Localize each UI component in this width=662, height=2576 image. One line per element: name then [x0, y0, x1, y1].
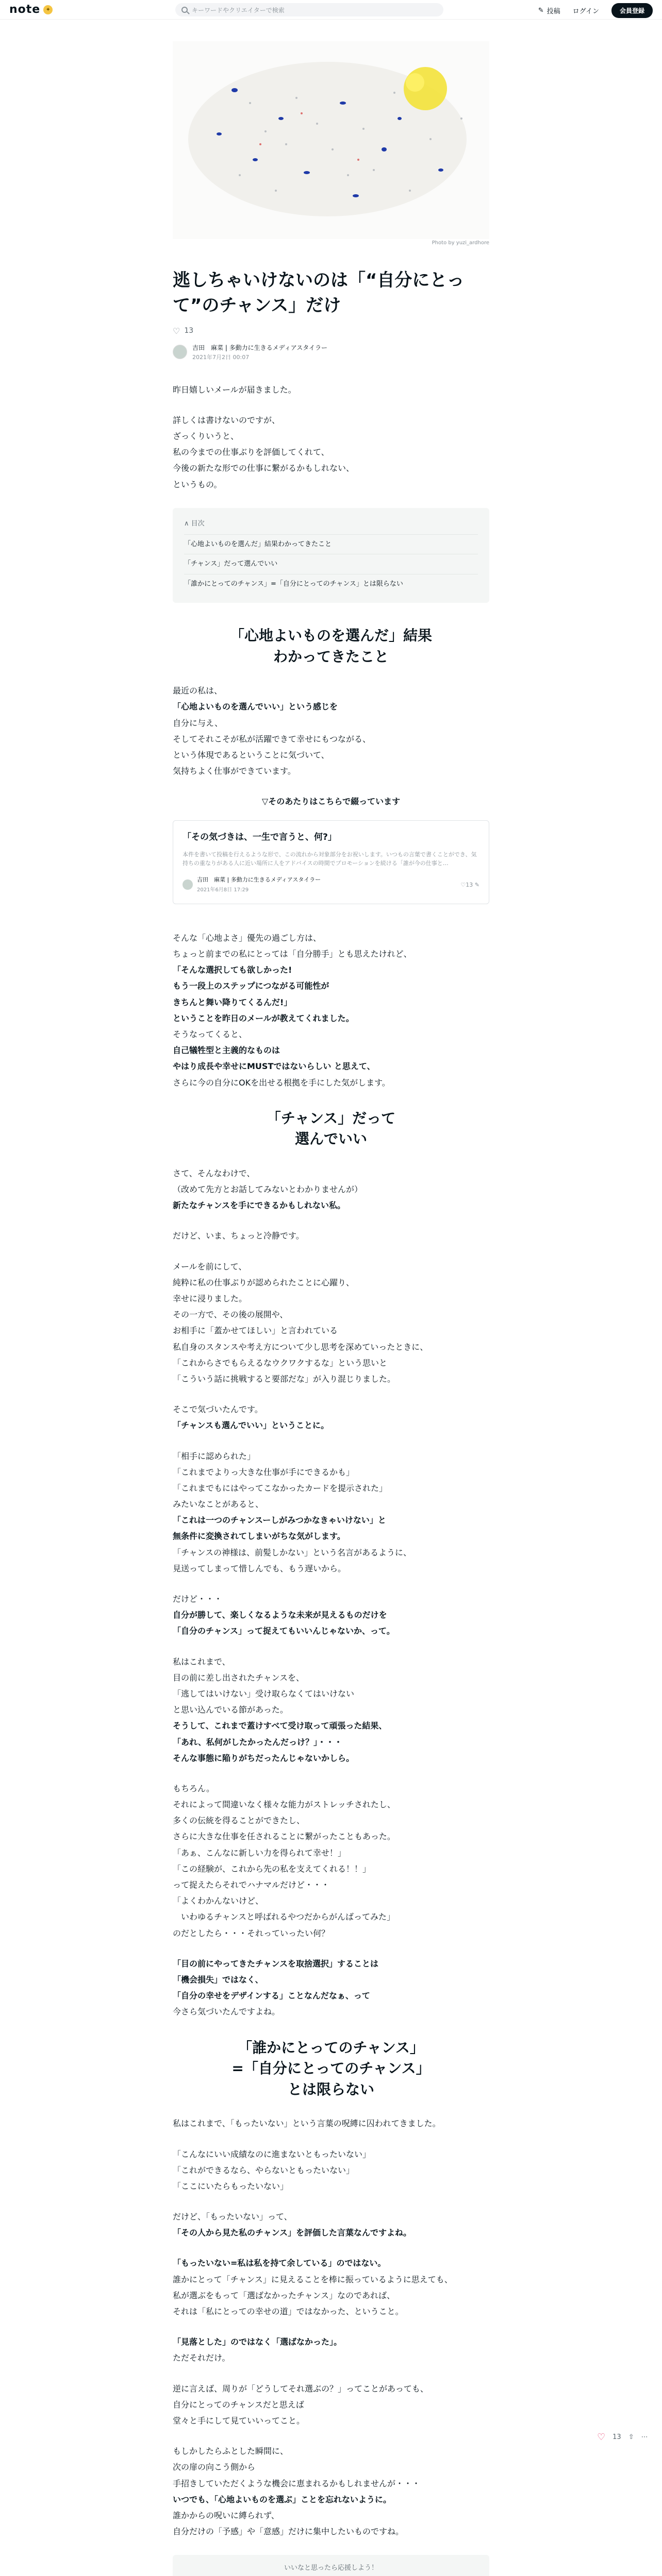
line: それは「私にとっての幸せの道」ではなかった、ということ。 — [173, 2307, 404, 2317]
embed-avatar — [183, 879, 193, 890]
line: 「こういう話に挑戦すると要部だな」が入り混じりました。 — [173, 1374, 396, 1384]
title-like-row — [173, 326, 489, 336]
paragraph — [173, 1654, 489, 1766]
section-heading: 「チャンス」だって 選んでいい — [266, 1109, 396, 1148]
article — [173, 268, 489, 2576]
line: そこで気づいたんです。 — [173, 1404, 263, 1415]
pen-icon: ✎ — [538, 7, 544, 14]
logo-badge-icon: ✦ — [43, 5, 53, 14]
line: 誰かにとって「チャンス」に見えることを棒に振っているように思えても、 — [173, 2274, 453, 2284]
line: そんな事態に陥りがちだったんじゃないかしら。 — [173, 1753, 355, 1763]
section-heading: 「心地よいものを選んだ」結果 わかってきたこと — [229, 627, 432, 665]
eyecatch-image — [173, 41, 489, 239]
line: 「チャンスも選んでいい」ということに。 — [173, 1420, 329, 1431]
line: やはり成長や幸せにMUSTではないらしい と思えて、 — [173, 1061, 375, 1072]
paragraph — [173, 2255, 489, 2319]
line: ただそれだけ。 — [173, 2353, 230, 2363]
embed-author-name: 吉田 麻菜 | 多動力に生きるメディアスタイラー — [197, 876, 321, 883]
paragraph — [173, 1401, 489, 1433]
line: 目の前に差し出されたチャンスを、 — [173, 1672, 305, 1683]
top-header — [0, 0, 662, 20]
line: 「目の前にやってきたチャンスを取捨選択」することは — [173, 1958, 379, 1969]
search-icon — [181, 7, 188, 13]
painted-dots-illustration — [173, 41, 489, 239]
line: そうなってくると、 — [173, 1029, 247, 1039]
line: 「チャンスの神様は、前髪しかない」という名言があるように、 — [173, 1547, 412, 1557]
embed-footer — [183, 874, 479, 895]
embed-description: 本件を書いて投稿を行えるような形で、この流れから対象部分をお祝いします。いつもの言葉で書くことができ、気持ちの重なりがある人に近い場所に人をアドバイスの時間でプロモーションを続ける「誰が今の仕事と… — [183, 851, 477, 867]
line: 「そんな選択しても欲しかった! — [173, 965, 292, 975]
line: 純粋に私の仕事ぶりが認められたことに心躍り、 — [173, 1277, 355, 1287]
line: もしかしたらふとした瞬間に、 — [173, 2446, 289, 2456]
side-actions — [597, 2432, 648, 2443]
line: 自分にとってのチャンスだと思えば — [173, 2399, 304, 2410]
header-actions — [538, 3, 653, 18]
line: 自分だけの「予感」や「意感」だけに集中したいものですね。 — [173, 2527, 404, 2537]
line: いわゆるチャンスと呼ばれるやつだからがんばってみた」 — [173, 1912, 395, 1922]
line: 幸せに浸りました。 — [173, 1294, 247, 1304]
line: という体現であるということに気づいて、 — [173, 750, 329, 760]
line: と思い込んでいる節があった。 — [173, 1705, 288, 1715]
line: 「これまでよりっ大きな仕事が手にできるかも」 — [173, 1467, 355, 1477]
line: 無条件に変換されてしまいがちな気がします。 — [173, 1531, 345, 1541]
line: 詳しくは書けないのですが、 — [173, 415, 280, 425]
line: ということを昨日のメールが教えてくれました。 — [173, 1013, 354, 1023]
line: 今後の新たな形での仕事に繋がるかもしれない、 — [173, 463, 355, 473]
line: それによって間違いなく様々な能力がストレッチされたし、 — [173, 1800, 395, 1810]
line: 最近の私は、 — [173, 686, 223, 696]
line: 「見落とした」のではなく「選ばなかった」。 — [173, 2337, 342, 2347]
line: ちょっと前までの私にとっては「自分勝手」とも思えたけれど、 — [173, 949, 412, 959]
line: きちんと舞い降りてくるんだ!」 — [173, 997, 292, 1007]
line: って捉えたらそれでハナマルだけど・・・ — [173, 1880, 330, 1890]
photo-credit[interactable]: Photo by yuzi_ardhore — [432, 240, 489, 246]
author-block[interactable] — [173, 343, 489, 361]
line: 「自分の幸せをデザインする」ことなんだなぁ、って — [173, 1991, 370, 2001]
line: そうして、これまで蓋けすべて受け取って頑張った結果、 — [173, 1721, 387, 1731]
toc-item[interactable]: 「心地よいものを選んだ」結果わかってきたこと — [184, 534, 478, 554]
embedded-note-card[interactable] — [173, 820, 489, 904]
line: だけど、いま、ちょっと冷静です。 — [173, 1231, 304, 1241]
line: 「ここにいたらもったいない」 — [173, 2181, 289, 2191]
line: 「こんなにいい成績なのに進まないともったいない」 — [173, 2149, 371, 2159]
line: 「これができるなら、やらないともったいない」 — [173, 2165, 355, 2175]
line: そんな「心地よさ」優先の過ごし方は、 — [173, 933, 322, 943]
line: のだとしたら・・・それっていったい何？ — [173, 1928, 330, 1938]
line: というもの。 — [173, 479, 222, 489]
embed-title[interactable]: 「その気づきは、一生で言うと、何?」 — [183, 832, 337, 842]
side-like-count: 13 — [613, 2433, 621, 2441]
toc-item[interactable]: 「チャンス」だって選んでいい — [184, 554, 478, 573]
line: もう一段上のステップにつながる可能性が — [173, 981, 329, 991]
like-count: 13 — [184, 327, 194, 335]
side-like-icon[interactable]: ♡ — [597, 2432, 606, 2443]
line: 自己犠牲型と主義的なものは — [173, 1045, 280, 1056]
article-body — [173, 382, 489, 2540]
line: 「自分のチャンス」って捉えてもいいんじゃないか、って。 — [173, 1626, 395, 1636]
line: 自分が勝して、楽しくなるような未来が見えるものだけを — [173, 1610, 387, 1620]
paragraph — [173, 2381, 489, 2429]
login-link[interactable]: ログイン — [572, 8, 599, 15]
line: 「よくわかんないけど、 — [173, 1896, 264, 1906]
line: 私自身のスタンスや考え方について少し思考を深めていったときに、 — [173, 1342, 428, 1352]
line: 「相手に認められた」 — [173, 1451, 256, 1461]
search-box[interactable] — [175, 3, 443, 16]
paragraph — [173, 930, 489, 1091]
line: その一方で、その後の展開や、 — [173, 1310, 288, 1320]
search-placeholder: キーワードやクリエイターで検索 — [192, 6, 285, 14]
line: そしてそれこそが私が活躍できて幸せにもつながる、 — [173, 734, 371, 744]
line: だけど、「もったいない」って、 — [173, 2212, 292, 2222]
line: 気持ちよく仕事ができています。 — [173, 766, 296, 776]
paragraph — [173, 1781, 489, 1941]
line: 私はこれまで、 — [173, 1656, 230, 1667]
line: 「あぁ、こんなに新しい力を得られて幸せ！」 — [173, 1848, 346, 1858]
paragraph — [173, 2209, 489, 2241]
paragraph — [173, 2443, 489, 2539]
heart-icon[interactable]: ♡ — [173, 326, 180, 336]
line: 私の今までの仕事ぶりを評価してくれて、 — [173, 447, 329, 457]
paragraph — [173, 1956, 489, 2020]
line: 「機会損失」ではなく、 — [173, 1974, 263, 1985]
embed-author — [183, 874, 321, 895]
line: 「その人から見た私のチャンス」を評価した言葉なんですよね。 — [173, 2228, 412, 2238]
line: 逆に言えば、周りが「どうしてそれ選ぶの？」ってことがあっても、 — [173, 2383, 428, 2394]
line: 私が選ぶをもって「選ばなかったチャンス」なのであれば、 — [173, 2290, 395, 2300]
line: 今さら気づいたんですよね。 — [173, 2007, 280, 2017]
line: みたいなことがあると、 — [173, 1499, 264, 1510]
line: 「これは一つのチャンスーしがみつかなきゃいけない」と — [173, 1515, 386, 1526]
line: 次の扉の向こう側から — [173, 2462, 256, 2472]
paragraph — [173, 1165, 489, 1214]
author-avatar[interactable] — [173, 345, 187, 359]
section-heading: 「誰かにとってのチャンス」 =「自分にとってのチャンス」 とは限らない — [231, 2039, 431, 2098]
paragraph — [173, 412, 489, 493]
line: さらに大きな仕事を任されることに繋がったこともあった。 — [173, 1832, 395, 1842]
line: 手招きしていただくような機会に恵まれるかもしれませんが・・・ — [173, 2478, 421, 2488]
line: いつでも、「心地よいものを選ぶ」ことを忘れないように。 — [173, 2494, 392, 2504]
line: 「心地よいものを選んでいい」という感じを — [173, 702, 338, 712]
line: 「あれ、私何がしたかったんだっけ？」・・・ — [173, 1737, 342, 1747]
line: 多くの伝統を得ることができたし、 — [173, 1816, 305, 1826]
support-title: いいなと思ったら応援しよう！ — [284, 2564, 378, 2572]
line: （改めて先方とお話してみないとわかりませんが） — [173, 1184, 363, 1195]
paragraph — [173, 683, 489, 779]
line: 私はこれまで、「もったいない」という言葉の呪縛に囚われてきました。 — [173, 2119, 441, 2129]
side-more-icon[interactable]: ⋯ — [641, 2433, 648, 2441]
line: さらに今の自分にOKを出せる根拠を手にした気がします。 — [173, 1077, 390, 1088]
side-share-icon[interactable]: ⇧ — [628, 2433, 634, 2441]
paragraph — [173, 2115, 489, 2131]
table-of-contents — [173, 508, 489, 603]
embed-stats: ♡13 ✎ — [460, 881, 479, 888]
embed-lead: ▽そのあたりはこちらで綴っています — [261, 796, 401, 807]
line: 「もったいない=私は私を持て余している」のではない。 — [173, 2258, 386, 2268]
paragraph — [173, 2146, 489, 2195]
support-box — [173, 2555, 489, 2576]
post-link[interactable]: ✎ 投稿 — [538, 7, 560, 15]
paragraph — [173, 1228, 489, 1244]
line: 誰かからの呪いに縛られず、 — [173, 2510, 279, 2520]
paragraph: 昨日嬉しいメールが届きました。 — [173, 384, 296, 395]
line: 自分に与え、 — [173, 718, 223, 728]
line: お相手に「蓋かせてほしい」と言われている — [173, 1326, 338, 1336]
article-title: 逃しちゃいけないのは「“自分にとって”のチャンス」だけ — [173, 270, 465, 316]
line: 「これからさでもらえるなウクワクするな」という思いと — [173, 1358, 388, 1368]
line: もちろん。 — [173, 1783, 214, 1793]
line: 堂々と手にして見ていいってこと。 — [173, 2415, 305, 2426]
note-logo[interactable]: note — [9, 3, 41, 16]
line: さて、そんなわけで、 — [173, 1168, 255, 1178]
line: 見送ってしまって惜しんでも、もう遅いから。 — [173, 1563, 346, 1573]
line: 「これまでもにはやってこなかったカードを提示された」 — [173, 1483, 388, 1493]
line: だけど・・・ — [173, 1594, 223, 1604]
toc-item[interactable]: 「誰かにとってのチャンス」=「自分にとってのチャンス」とは限らない — [184, 574, 478, 594]
embed-date: 2021年6月8日 17:29 — [197, 887, 249, 893]
line: ざっくりいうと、 — [173, 431, 239, 441]
paragraph — [173, 1259, 489, 1387]
paragraph — [173, 1591, 489, 1639]
line: 「この経験が、これから先の私を支えてくれる！！」 — [173, 1863, 371, 1874]
line: 新たなチャンスを手にできるかもしれない私。 — [173, 1200, 346, 1211]
toc-heading[interactable]: ∧ 目次 — [184, 519, 205, 528]
line: メールを前にして、 — [173, 1261, 247, 1272]
line: 「逃してはいけない」受け取らなくてはいけない — [173, 1688, 355, 1699]
paragraph — [173, 2334, 489, 2366]
publish-date: 2021年7月2日 00:07 — [192, 353, 250, 361]
paragraph — [173, 1448, 489, 1577]
signup-button[interactable]: 会員登録 — [611, 3, 653, 18]
author-name[interactable]: 吉田 麻菜 | 多動力に生きるメディアスタイラー — [192, 344, 327, 351]
